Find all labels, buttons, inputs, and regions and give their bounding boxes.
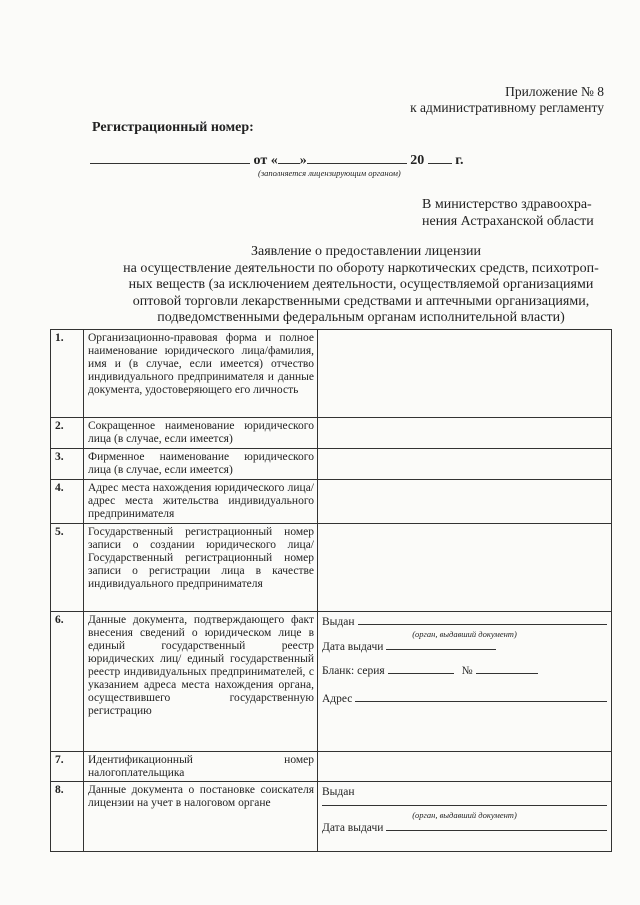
table-row	[51, 418, 612, 449]
date-quote: »	[299, 153, 307, 168]
tax-issuer-line[interactable]	[322, 804, 607, 809]
row-value-field[interactable]	[318, 752, 612, 782]
recipient-line-2: нения Астраханской области	[422, 214, 594, 229]
tax-issue-date-field[interactable]	[322, 822, 607, 834]
tax-issuer-note: (орган, выдавший документ)	[412, 810, 517, 820]
title-line-5: подведомственными федеральным органам исполнительной власти)	[157, 310, 565, 325]
year-prefix: 20	[410, 153, 425, 168]
row-label: Сокращенное наименование юридического лица (в случае, если имеется)	[84, 418, 318, 449]
registration-date-line	[90, 150, 463, 169]
row-label: Фирменное наименование юридического лица (в случае, если имеется)	[84, 449, 318, 480]
date-from-label: от «	[253, 153, 278, 168]
row-value-field[interactable]	[318, 330, 612, 418]
row-label: Организационно-правовая форма и полное наименование юридического лица/фамилия, имя и (в случае, если имеется) отчество индивидуального предпринимателя и данные документа, удостоверяющего его личность	[84, 330, 318, 418]
date-line-note: (заполняется лицензирующим органом)	[258, 168, 401, 178]
row-label: Идентификационный номер налогоплательщика	[84, 752, 318, 782]
year-blank[interactable]	[428, 150, 452, 164]
table-row	[51, 480, 612, 524]
table-row	[51, 752, 612, 782]
application-form-table	[50, 329, 612, 852]
row-label: Адрес места нахождения юридического лица/адрес места жительства индивидуального предпринимателя	[84, 480, 318, 524]
blank-series-label: Бланк: серия	[322, 665, 385, 677]
appendix-number: Приложение № 8	[505, 84, 604, 99]
day-blank[interactable]	[278, 150, 300, 164]
year-suffix: г.	[455, 153, 464, 168]
address-label: Адрес	[322, 693, 353, 705]
title-line-3: ных веществ (за исключением деятельности, осуществляемой организациями	[128, 277, 594, 292]
table-row	[51, 330, 612, 418]
row-number: 7.	[51, 752, 84, 782]
month-blank[interactable]	[307, 150, 407, 164]
issued-by-field[interactable]	[322, 616, 607, 628]
table-row	[51, 612, 612, 752]
row-number: 4.	[51, 480, 84, 524]
issuer-note: (орган, выдавший документ)	[412, 629, 517, 639]
title-line-1: Заявление о предоставлении лицензии	[251, 244, 481, 259]
title-line-2: на осуществление деятельности по обороту наркотических средств, психотроп-	[123, 260, 599, 276]
recipient-block	[422, 196, 612, 230]
row-label: Данные документа о постановке соискателя лицензии на учет в налоговом органе	[84, 782, 318, 852]
blank-series-field[interactable]	[322, 665, 607, 677]
application-title	[96, 244, 626, 327]
row-number: 2.	[51, 418, 84, 449]
appendix-reference: к административному регламенту	[410, 100, 604, 115]
address-field[interactable]	[322, 693, 607, 705]
row-value-field[interactable]	[318, 449, 612, 480]
row-value-field[interactable]	[318, 418, 612, 449]
row-number: 8.	[51, 782, 84, 852]
appendix-heading	[410, 84, 604, 116]
tax-issue-date-label: Дата выдачи	[322, 822, 384, 834]
issue-date-label: Дата выдачи	[322, 641, 384, 653]
row-number: 1.	[51, 330, 84, 418]
blank-number-label: №	[461, 665, 473, 677]
table-row	[51, 449, 612, 480]
issue-date-field[interactable]	[322, 641, 607, 653]
registration-number-blank[interactable]	[90, 150, 250, 164]
row-number: 5.	[51, 524, 84, 612]
row-label: Государственный регистрационный номер записи о создании юридического лица/ Государственный регистрационный номер записи о регистрации лица в качестве индивидуального предпринимателя	[84, 524, 318, 612]
title-line-4: оптовой торговли лекарственными средствами и аптечными организациями,	[132, 293, 590, 309]
issued-by-label: Выдан	[322, 616, 355, 628]
registration-document-details	[318, 612, 612, 752]
row-number: 3.	[51, 449, 84, 480]
row-value-field[interactable]	[318, 524, 612, 612]
tax-issued-by-field[interactable]	[322, 786, 607, 798]
row-value-field[interactable]	[318, 480, 612, 524]
tax-registration-details	[318, 782, 612, 852]
row-number: 6.	[51, 612, 84, 752]
table-row	[51, 782, 612, 852]
registration-number-label: Регистрационный номер:	[92, 120, 254, 135]
tax-issued-by-label: Выдан	[322, 786, 355, 798]
row-label: Данные документа, подтверждающего факт внесения сведений о юридическом лице в единый государственный реестр юридических лиц/ единый государственный реестр индивидуальных предпринимателей, с указанием адреса места нахождения органа, осуществившего государственную регистрацию	[84, 612, 318, 752]
recipient-line-1: В министерство здравоохра-	[422, 197, 592, 212]
table-row	[51, 524, 612, 612]
